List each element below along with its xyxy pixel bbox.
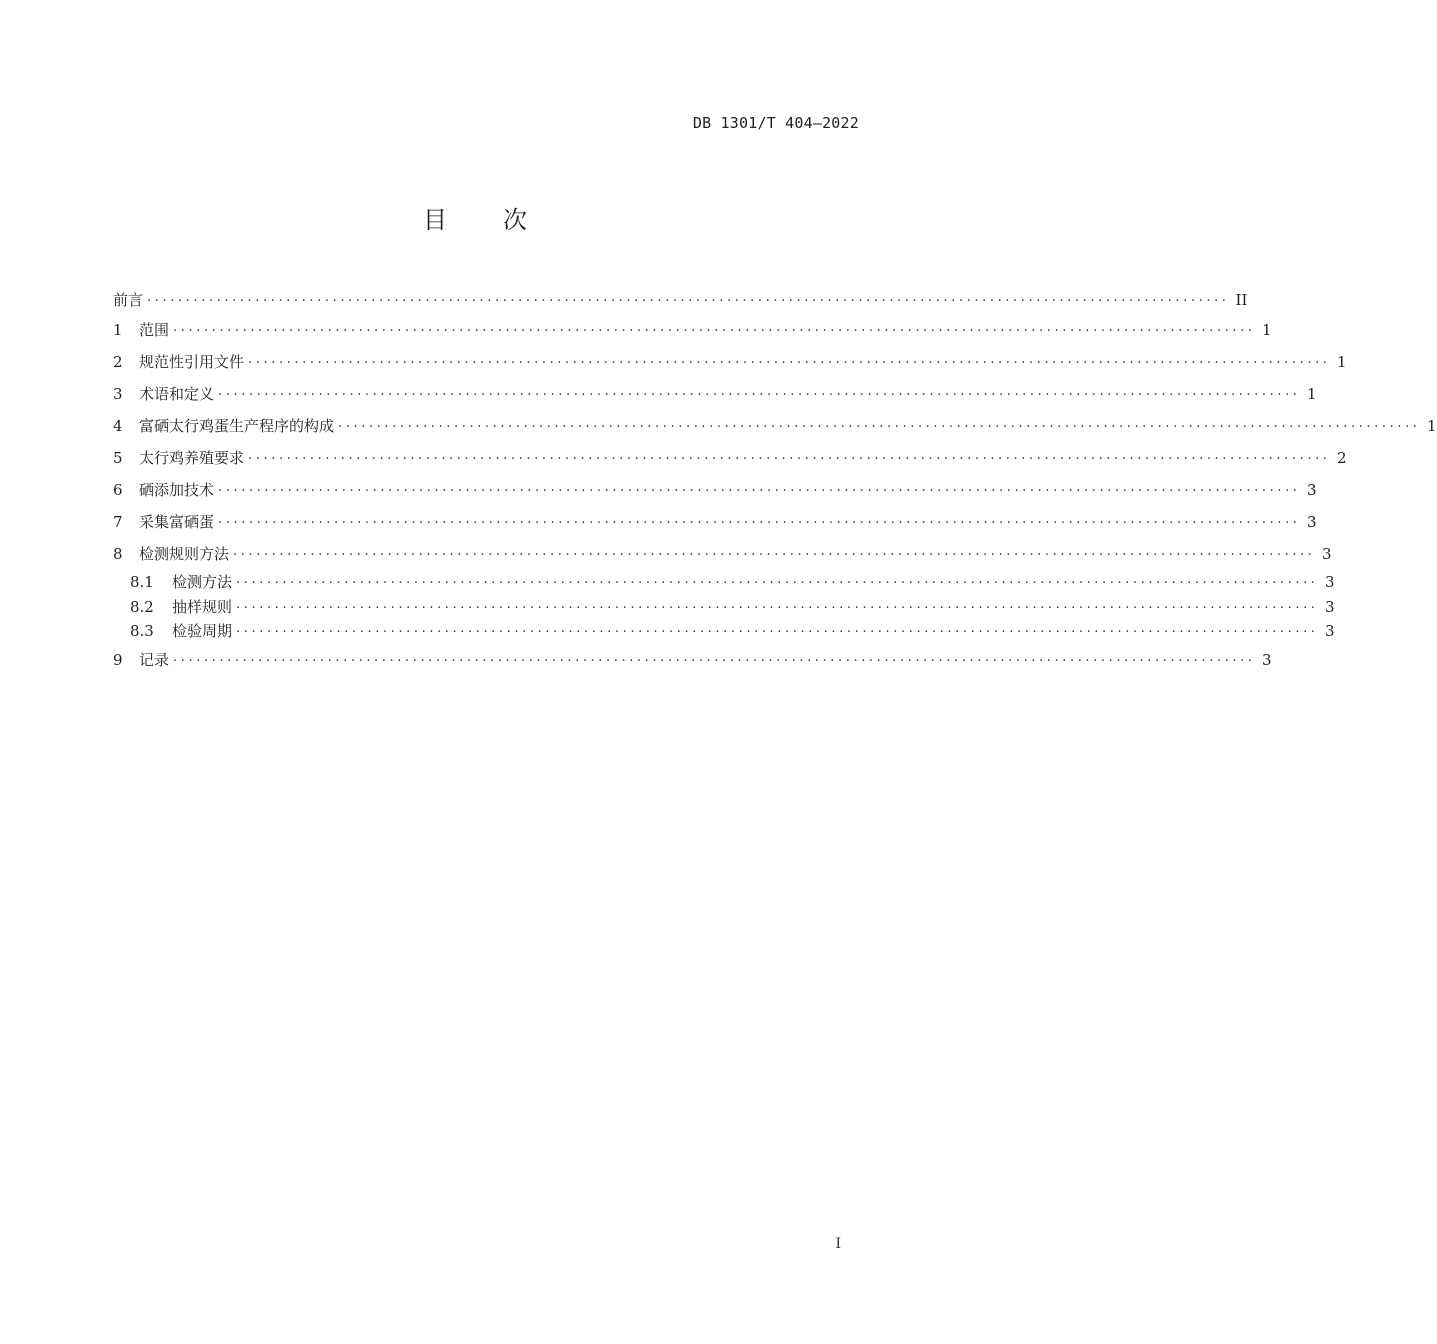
toc-entry[interactable] <box>113 286 1248 314</box>
toc-entry-label: 范围 <box>139 321 170 339</box>
toc-entry-label: 采集富硒蛋 <box>139 513 215 531</box>
toc-entry-label: 富硒太行鸡蛋生产程序的构成 <box>139 417 335 435</box>
toc-entry-number: 8.3 <box>130 622 154 641</box>
toc-entry-label: 硒添加技术 <box>139 481 215 499</box>
toc-entry[interactable] <box>113 570 1335 595</box>
toc-leader-dots: ............................................................................................................................................ <box>236 572 1319 588</box>
toc-entry-number: 9 <box>113 650 123 669</box>
toc-entry-page: 3 <box>1307 481 1317 499</box>
toc-entry-number: 7 <box>113 513 123 531</box>
toc-entry-page: II <box>1235 291 1248 309</box>
toc-entry[interactable] <box>113 506 1317 538</box>
toc-entry-number: 5 <box>113 449 123 467</box>
toc-entry[interactable] <box>113 474 1317 506</box>
toc-leader-dots: ............................................................................................................................................ <box>248 448 1331 463</box>
toc-leader-dots: ............................................................................................................................................ <box>218 384 1301 399</box>
toc-leader-dots: ............................................................................................................................................ <box>338 416 1421 431</box>
toc-entry-page: 1 <box>1337 353 1347 371</box>
toc-entry-page: 3 <box>1325 622 1335 641</box>
toc-leader-dots: ............................................................................................................................................ <box>173 649 1256 665</box>
toc-leader-dots: ............................................................................................................................................ <box>218 480 1301 495</box>
toc-entry[interactable] <box>113 595 1335 620</box>
toc-entry-label: 前言 <box>113 291 144 309</box>
toc-entry-number: 3 <box>113 385 123 403</box>
toc-entry-page: 1 <box>1262 321 1272 339</box>
toc-entry-number: 6 <box>113 481 123 499</box>
toc-entry-label: 术语和定义 <box>139 385 215 403</box>
toc-entry-page: 1 <box>1307 385 1317 403</box>
toc-entry-label: 检测规则方法 <box>139 545 230 563</box>
document-code: DB 1301/T 404—2022 <box>692 114 859 132</box>
page-number: I <box>835 1236 841 1252</box>
toc-leader-dots: ............................................................................................................................................ <box>218 512 1301 527</box>
toc-entry-page: 3 <box>1307 513 1317 531</box>
toc-entry-page: 3 <box>1325 573 1335 592</box>
table-of-contents <box>113 286 1437 676</box>
toc-entry[interactable] <box>113 378 1317 410</box>
toc-entry-label: 抽样规则 <box>172 597 233 616</box>
toc-entry-page: 3 <box>1262 650 1272 669</box>
toc-entry-number: 8.2 <box>130 597 154 616</box>
toc-leader-dots: ............................................................................................................................................ <box>233 544 1316 559</box>
toc-leader-dots: ............................................................................................................................................ <box>147 290 1230 305</box>
toc-leader-dots: ............................................................................................................................................ <box>173 320 1256 335</box>
page-title: 目次 <box>423 206 583 234</box>
toc-entry-page: 2 <box>1337 449 1347 467</box>
toc-entry[interactable] <box>113 619 1335 644</box>
toc-entry-number: 8 <box>113 545 123 563</box>
toc-leader-dots: ............................................................................................................................................ <box>236 621 1319 637</box>
toc-entry[interactable] <box>113 346 1347 378</box>
toc-entry[interactable] <box>113 442 1347 474</box>
toc-entry[interactable] <box>113 410 1437 442</box>
toc-entry-label: 太行鸡养殖要求 <box>139 449 245 467</box>
toc-leader-dots: ............................................................................................................................................ <box>248 352 1331 367</box>
toc-entry-label: 规范性引用文件 <box>139 353 245 371</box>
toc-entry[interactable] <box>113 538 1332 570</box>
toc-entry[interactable] <box>113 314 1272 346</box>
toc-entry-label: 检测方法 <box>172 573 233 592</box>
toc-leader-dots: ............................................................................................................................................ <box>236 596 1319 612</box>
toc-entry-number: 8.1 <box>130 573 154 592</box>
toc-entry-label: 记录 <box>139 650 170 669</box>
toc-entry-page: 3 <box>1322 545 1332 563</box>
toc-entry-number: 4 <box>113 417 123 435</box>
toc-entry-page: 3 <box>1325 597 1335 616</box>
toc-entry[interactable] <box>113 644 1272 676</box>
toc-entry-page: 1 <box>1427 417 1437 435</box>
toc-entry-number: 1 <box>113 321 123 339</box>
toc-entry-label: 检验周期 <box>172 622 233 641</box>
toc-entry-number: 2 <box>113 353 123 371</box>
